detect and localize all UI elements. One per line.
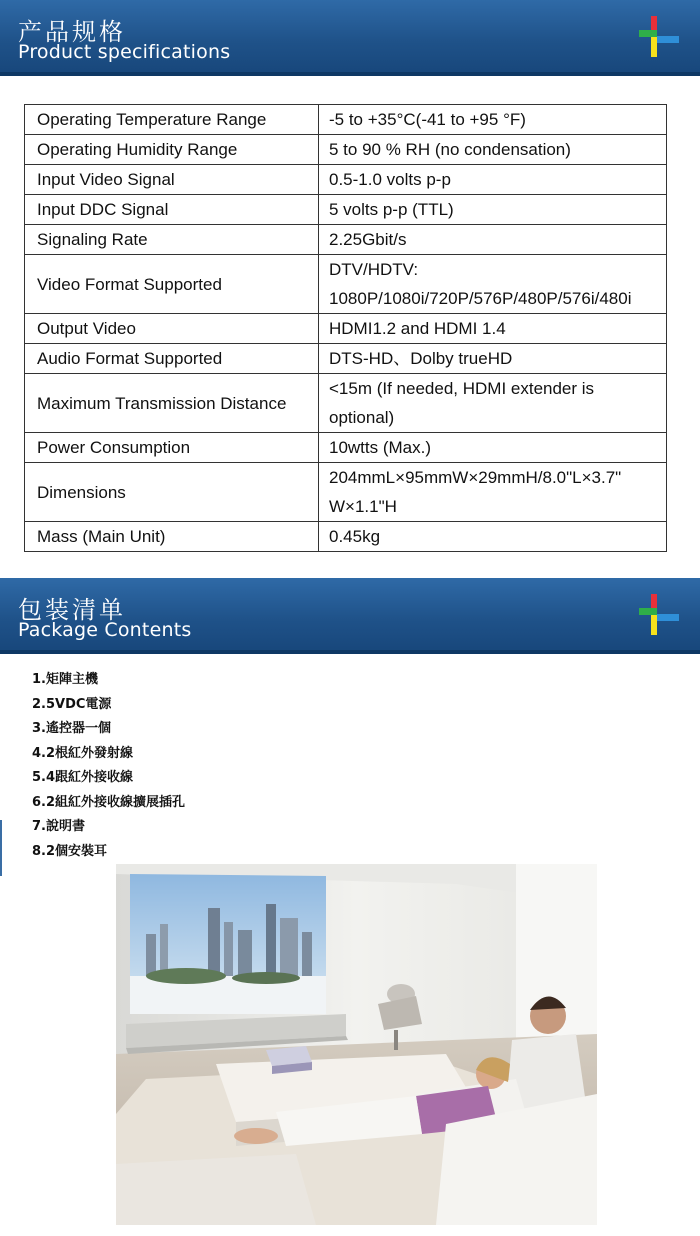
- table-row: [25, 255, 667, 314]
- spec-label: Operating Temperature Range: [25, 105, 319, 135]
- brand-cross-logo-icon: [636, 16, 682, 62]
- package-contents-list: [32, 668, 185, 864]
- banner-bottom-bar: [0, 72, 700, 76]
- spec-label: Maximum Transmission Distance: [25, 374, 319, 433]
- table-row: [25, 463, 667, 522]
- spec-value-line: <15m (If needed, HDMI extender is: [329, 379, 595, 398]
- spec-label: Operating Humidity Range: [25, 135, 319, 165]
- list-item: 6.2組紅外接收線擴展插孔: [32, 794, 186, 810]
- spec-value: [319, 463, 667, 522]
- spec-label: Output Video: [25, 314, 319, 344]
- spec-label: Audio Format Supported: [25, 344, 319, 374]
- spec-table: [24, 104, 667, 552]
- table-row: [25, 433, 667, 463]
- spec-value-line: DTV/HDTV:: [329, 260, 419, 279]
- list-item: 3.遙控器一個: [32, 721, 111, 736]
- package-title-cn: 包装清单: [18, 596, 126, 624]
- spec-title-en: Product specifications: [18, 41, 231, 63]
- spec-label: Input DDC Signal: [25, 195, 319, 225]
- spec-label: Dimensions: [25, 463, 319, 522]
- spec-value: 5 volts p-p (TTL): [319, 195, 667, 225]
- spec-value: HDMI1.2 and HDMI 1.4: [319, 314, 667, 344]
- spec-label: Power Consumption: [25, 433, 319, 463]
- spec-value: 0.45kg: [319, 522, 667, 552]
- spec-value-line: optional): [329, 408, 395, 427]
- spec-value: [319, 255, 667, 314]
- spec-value: -5 to +35°C(-41 to +95 °F): [319, 105, 667, 135]
- spec-title-cn: 产品规格: [18, 18, 126, 46]
- brand-cross-logo-icon: [636, 594, 682, 640]
- table-row: [25, 105, 667, 135]
- spec-value: DTS-HD、Dolby trueHD: [319, 344, 667, 374]
- spec-value: 2.25Gbit/s: [319, 225, 667, 255]
- spec-value: 10wtts (Max.): [319, 433, 667, 463]
- spec-value-line: W×1.1"H: [329, 497, 397, 516]
- list-item: 7.說明書: [32, 819, 85, 834]
- list-item: 2.5VDC電源: [32, 696, 112, 712]
- spec-label: Mass (Main Unit): [25, 522, 319, 552]
- banner-bottom-bar: [0, 650, 700, 654]
- spec-value-line: 204mmL×95mmW×29mmH/8.0"L×3.7": [329, 468, 622, 487]
- table-row: [25, 344, 667, 374]
- list-item: 4.2根紅外發射線: [32, 745, 134, 761]
- spec-label: Video Format Supported: [25, 255, 319, 314]
- spec-label: Signaling Rate: [25, 225, 319, 255]
- table-row: [25, 314, 667, 344]
- living-room-projection-photo: [116, 864, 597, 1225]
- spec-label: Input Video Signal: [25, 165, 319, 195]
- spec-header-banner: [0, 0, 700, 76]
- table-row: [25, 225, 667, 255]
- spec-value-line: 1080P/1080i/720P/576P/480P/576i/480i: [329, 289, 632, 308]
- package-title-en: Package Contents: [18, 619, 192, 641]
- spec-value: [319, 374, 667, 433]
- spec-value: 5 to 90 % RH (no condensation): [319, 135, 667, 165]
- package-header-banner: [0, 578, 700, 654]
- table-row: [25, 135, 667, 165]
- table-row: [25, 522, 667, 552]
- spec-value: 0.5-1.0 volts p-p: [319, 165, 667, 195]
- table-row: [25, 195, 667, 225]
- list-item: 5.4跟紅外接收線: [32, 770, 134, 785]
- side-accent-line: [0, 820, 2, 876]
- table-row: [25, 165, 667, 195]
- list-item: 8.2個安裝耳: [32, 843, 108, 859]
- table-row: [25, 374, 667, 433]
- list-item: 1.矩陣主機: [32, 672, 98, 687]
